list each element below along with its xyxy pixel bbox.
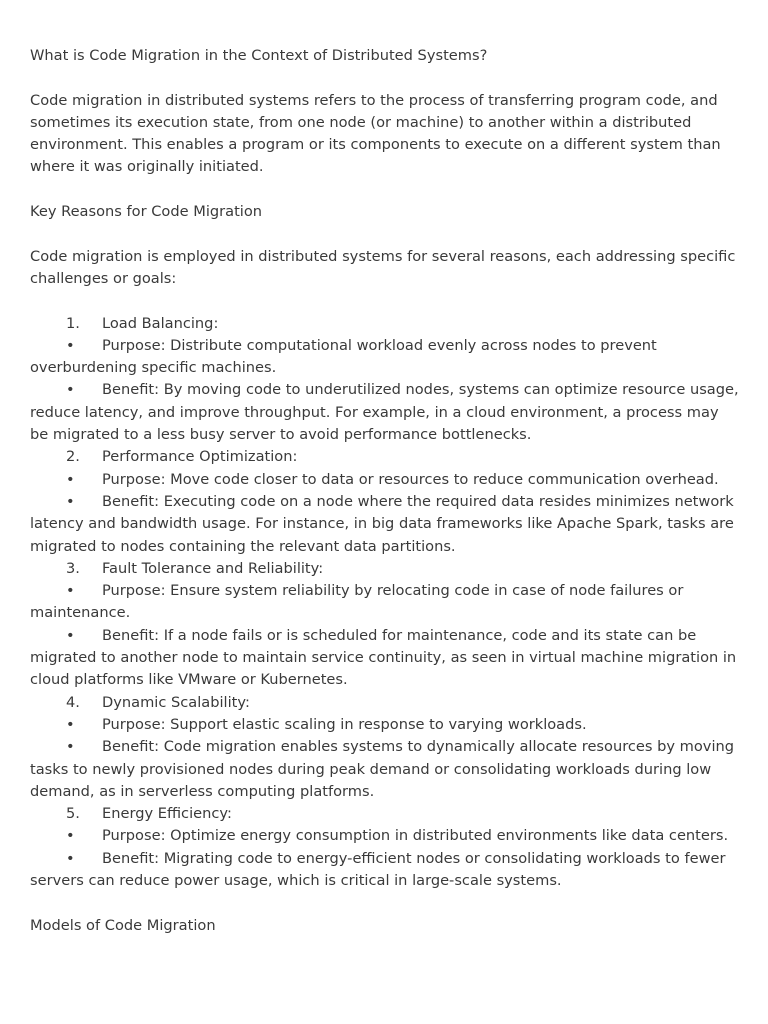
spacer xyxy=(30,290,740,312)
bullet-icon: • xyxy=(66,827,75,845)
bullet-icon: • xyxy=(66,626,75,644)
reasons-list xyxy=(30,313,740,893)
purpose-line xyxy=(30,469,740,491)
list-item-title: Fault Tolerance and Reliability: xyxy=(102,559,324,577)
bullet-icon: • xyxy=(66,715,75,733)
purpose-text: Purpose: Support elastic scaling in response to varying workloads. xyxy=(102,715,587,733)
list-item-title: Performance Optimization: xyxy=(102,448,298,466)
purpose-text: Purpose: Move code closer to data or resources to reduce communication overhead. xyxy=(102,470,719,488)
bullet-icon: • xyxy=(66,470,75,488)
benefit-line xyxy=(30,736,740,803)
section-heading-models: Models of Code Migration xyxy=(30,916,216,934)
benefit-text: Benefit: Code migration enables systems to dynamically allocate resources by moving tasks to newly provisioned nodes during peak demand or consolidating workloads during low demand, as in serverless computing platforms. xyxy=(30,738,735,800)
benefit-text: Benefit: By moving code to underutilized nodes, systems can optimize resource usage, reduce latency, and improve throughput. For example, in a cloud environment, a process may be migrated to a less busy server to avoid performance bottlenecks. xyxy=(30,381,739,444)
benefit-line xyxy=(30,491,740,558)
spacer xyxy=(30,179,740,201)
bullet-icon: • xyxy=(66,582,75,600)
intro-paragraph: Code migration in distributed systems refers to the process of transferring program code, and sometimes its execution state, from one node (or machine) to another within a distributed environment. This enables a program or its components to execute on a different system than where it was originally initiated. xyxy=(30,91,721,176)
list-item-heading xyxy=(30,446,740,468)
purpose-line xyxy=(30,335,740,380)
list-number: 5. xyxy=(66,805,80,823)
spacer xyxy=(30,892,740,914)
list-item xyxy=(30,446,740,557)
bullet-icon: • xyxy=(66,849,75,867)
list-item xyxy=(30,313,740,447)
list-number: 3. xyxy=(66,559,80,577)
document-body xyxy=(30,45,740,937)
purpose-line xyxy=(30,825,740,847)
list-item-heading xyxy=(30,558,740,580)
purpose-line xyxy=(30,580,740,625)
purpose-line xyxy=(30,714,740,736)
list-item xyxy=(30,558,740,692)
list-item-heading xyxy=(30,803,740,825)
purpose-text: Purpose: Distribute computational workload evenly across nodes to prevent overburdening specific machines. xyxy=(30,336,657,377)
benefit-line xyxy=(30,848,740,893)
bullet-icon: • xyxy=(66,381,75,399)
benefit-text: Benefit: Migrating code to energy-efficient nodes or consolidating workloads to fewer servers can reduce power usage, which is critical in large-scale systems. xyxy=(30,849,726,889)
spacer xyxy=(30,67,740,89)
section-intro-paragraph: Code migration is employed in distributed systems for several reasons, each addressing specific challenges or goals: xyxy=(30,247,736,287)
list-item-title: Dynamic Scalability: xyxy=(102,693,250,711)
list-item-title: Energy Efficiency: xyxy=(102,805,232,823)
list-item-heading xyxy=(30,313,740,335)
purpose-text: Purpose: Optimize energy consumption in distributed environments like data centers. xyxy=(102,827,729,845)
bullet-icon: • xyxy=(66,492,75,510)
benefit-line xyxy=(30,625,740,692)
purpose-text: Purpose: Ensure system reliability by relocating code in case of node failures or maintenance. xyxy=(30,582,684,622)
spacer xyxy=(30,223,740,245)
list-number: 1. xyxy=(66,314,80,332)
list-item-heading xyxy=(30,692,740,714)
list-item xyxy=(30,803,740,892)
bullet-icon: • xyxy=(66,738,75,756)
list-item-title: Load Balancing: xyxy=(102,314,219,332)
section-heading-key-reasons: Key Reasons for Code Migration xyxy=(30,203,263,221)
benefit-text: Benefit: If a node fails or is scheduled for maintenance, code and its state can be migrated to another node to maintain service continuity, as seen in virtual machine migration in cloud platforms like VMware or Kubernetes. xyxy=(30,626,737,689)
list-number: 2. xyxy=(66,448,80,466)
list-number: 4. xyxy=(66,693,80,711)
benefit-text: Benefit: Executing code on a node where the required data resides minimizes network latency and bandwidth usage. For instance, in big data frameworks like Apache Spark, tasks are migrated to nodes containing the relevant data partitions. xyxy=(30,492,734,555)
benefit-line xyxy=(30,379,740,446)
document-title: What is Code Migration in the Context of Distributed Systems? xyxy=(30,47,488,64)
list-item xyxy=(30,692,740,803)
bullet-icon: • xyxy=(66,336,75,354)
